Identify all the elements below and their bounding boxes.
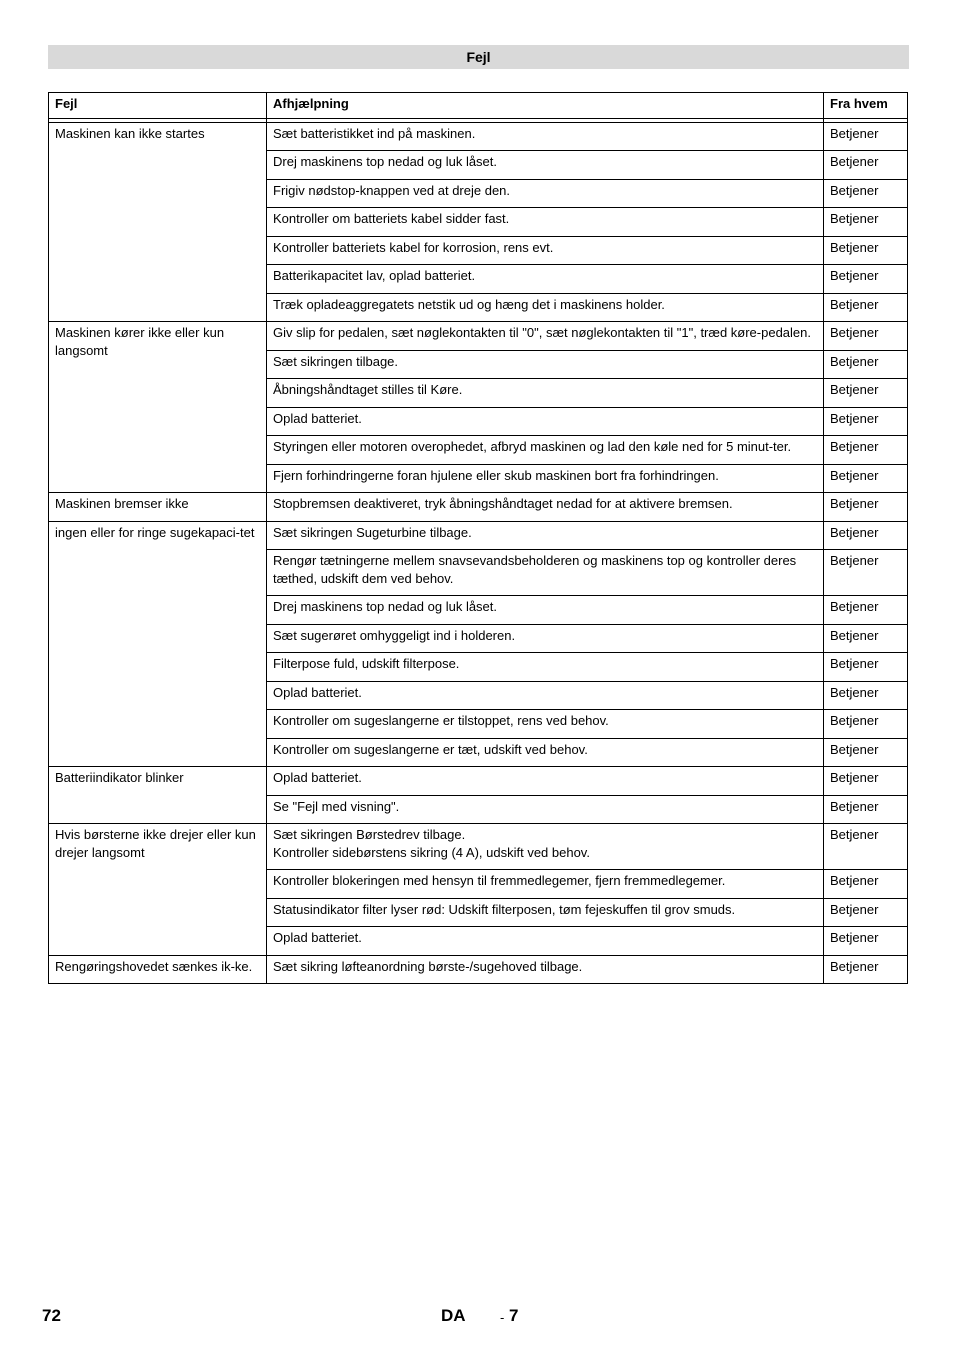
by-whom-cell: Betjener [824, 653, 908, 682]
table-row [49, 493, 908, 522]
header-remedy: Afhjælpning [267, 93, 824, 119]
by-whom-cell: Betjener [824, 738, 908, 767]
fault-cell: Hvis børsterne ikke drejer eller kun drejer langsomt [49, 824, 267, 956]
footer-dash: - [500, 1310, 505, 1325]
remedy-cell: Oplad batteriet. [267, 681, 824, 710]
by-whom-cell: Betjener [824, 767, 908, 796]
remedy-cell: Kontroller om sugeslangerne er tæt, udskift ved behov. [267, 738, 824, 767]
by-whom-cell: Betjener [824, 208, 908, 237]
by-whom-cell: Betjener [824, 407, 908, 436]
remedy-cell: Oplad batteriet. [267, 927, 824, 956]
fault-cell: Batteriindikator blinker [49, 767, 267, 824]
troubleshooting-table [48, 92, 908, 984]
by-whom-cell: Betjener [824, 955, 908, 984]
by-whom-cell: Betjener [824, 927, 908, 956]
by-whom-cell: Betjener [824, 596, 908, 625]
by-whom-cell: Betjener [824, 436, 908, 465]
by-whom-cell: Betjener [824, 710, 908, 739]
by-whom-cell: Betjener [824, 870, 908, 899]
table-row [49, 122, 908, 151]
remedy-cell: Giv slip for pedalen, sæt nøglekontakten til "0", sæt nøglekontakten til "1", træd køre-pedalen. [267, 322, 824, 351]
header-fault: Fejl [49, 93, 267, 119]
by-whom-cell: Betjener [824, 293, 908, 322]
by-whom-cell: Betjener [824, 322, 908, 351]
remedy-cell: Sæt sikringen Børstedrev tilbage. Kontroller sidebørstens sikring (4 A), udskift ved behov. [267, 824, 824, 870]
section-number: 7 [509, 1306, 519, 1325]
by-whom-cell: Betjener [824, 493, 908, 522]
table-row [49, 521, 908, 550]
remedy-cell: Sæt sikringen tilbage. [267, 350, 824, 379]
fault-cell: Rengøringshovedet sænkes ik-ke. [49, 955, 267, 984]
remedy-cell: Kontroller om batteriets kabel sidder fast. [267, 208, 824, 237]
remedy-cell: Filterpose fuld, udskift filterpose. [267, 653, 824, 682]
remedy-cell: Sæt sikring løfteanordning børste-/sugehoved tilbage. [267, 955, 824, 984]
language-code: DA [441, 1306, 466, 1325]
by-whom-cell: Betjener [824, 179, 908, 208]
remedy-cell: Fjern forhindringerne foran hjulene eller skub maskinen bort fra forhindringen. [267, 464, 824, 493]
by-whom-cell: Betjener [824, 379, 908, 408]
table-row [49, 322, 908, 351]
remedy-cell: Se "Fejl med visning". [267, 795, 824, 824]
remedy-cell: Træk opladeaggregatets netstik ud og hæng det i maskinens holder. [267, 293, 824, 322]
remedy-cell: Åbningshåndtaget stilles til Køre. [267, 379, 824, 408]
header-by-whom: Fra hvem [824, 93, 908, 119]
remedy-cell: Frigiv nødstop-knappen ved at dreje den. [267, 179, 824, 208]
table-row [49, 824, 908, 870]
by-whom-cell: Betjener [824, 265, 908, 294]
by-whom-cell: Betjener [824, 795, 908, 824]
remedy-cell: Kontroller batteriets kabel for korrosion, rens evt. [267, 236, 824, 265]
remedy-cell: Kontroller om sugeslangerne er tilstoppet, rens ved behov. [267, 710, 824, 739]
remedy-cell: Oplad batteriet. [267, 407, 824, 436]
by-whom-cell: Betjener [824, 624, 908, 653]
remedy-cell: Stopbremsen deaktiveret, tryk åbningshåndtaget nedad for at aktivere bremsen. [267, 493, 824, 522]
fault-cell: Maskinen bremser ikke [49, 493, 267, 522]
remedy-cell: Oplad batteriet. [267, 767, 824, 796]
remedy-cell: Statusindikator filter lyser rød: Udskift filterposen, tøm fejeskuffen til grov smuds. [267, 898, 824, 927]
fault-cell: ingen eller for ringe sugekapaci-tet [49, 521, 267, 767]
by-whom-cell: Betjener [824, 236, 908, 265]
fault-cell: Maskinen kan ikke startes [49, 122, 267, 322]
remedy-cell: Drej maskinens top nedad og luk låset. [267, 151, 824, 180]
table-header-row [49, 93, 908, 119]
page-number: 72 [42, 1306, 61, 1325]
by-whom-cell: Betjener [824, 550, 908, 596]
by-whom-cell: Betjener [824, 681, 908, 710]
by-whom-cell: Betjener [824, 824, 908, 870]
by-whom-cell: Betjener [824, 350, 908, 379]
by-whom-cell: Betjener [824, 898, 908, 927]
remedy-cell: Kontroller blokeringen med hensyn til fremmedlegemer, fjern fremmedlegemer. [267, 870, 824, 899]
by-whom-cell: Betjener [824, 122, 908, 151]
remedy-cell: Sæt sugerøret omhyggeligt ind i holderen. [267, 624, 824, 653]
remedy-cell: Batterikapacitet lav, oplad batteriet. [267, 265, 824, 294]
remedy-cell: Sæt sikringen Sugeturbine tilbage. [267, 521, 824, 550]
by-whom-cell: Betjener [824, 521, 908, 550]
remedy-cell: Styringen eller motoren overophedet, afbryd maskinen og lad den køle ned for 5 minut-ter. [267, 436, 824, 465]
section-title-bar [48, 45, 909, 69]
remedy-cell: Rengør tætningerne mellem snavsevandsbeholderen og maskinens top og kontroller deres tæthed, udskift dem ved behov. [267, 550, 824, 596]
section-title: Fejl [466, 49, 491, 65]
fault-cell: Maskinen kører ikke eller kun langsomt [49, 322, 267, 493]
by-whom-cell: Betjener [824, 464, 908, 493]
by-whom-cell: Betjener [824, 151, 908, 180]
table-row [49, 955, 908, 984]
table-row [49, 767, 908, 796]
remedy-cell: Sæt batteristikket ind på maskinen. [267, 122, 824, 151]
remedy-cell: Drej maskinens top nedad og luk låset. [267, 596, 824, 625]
